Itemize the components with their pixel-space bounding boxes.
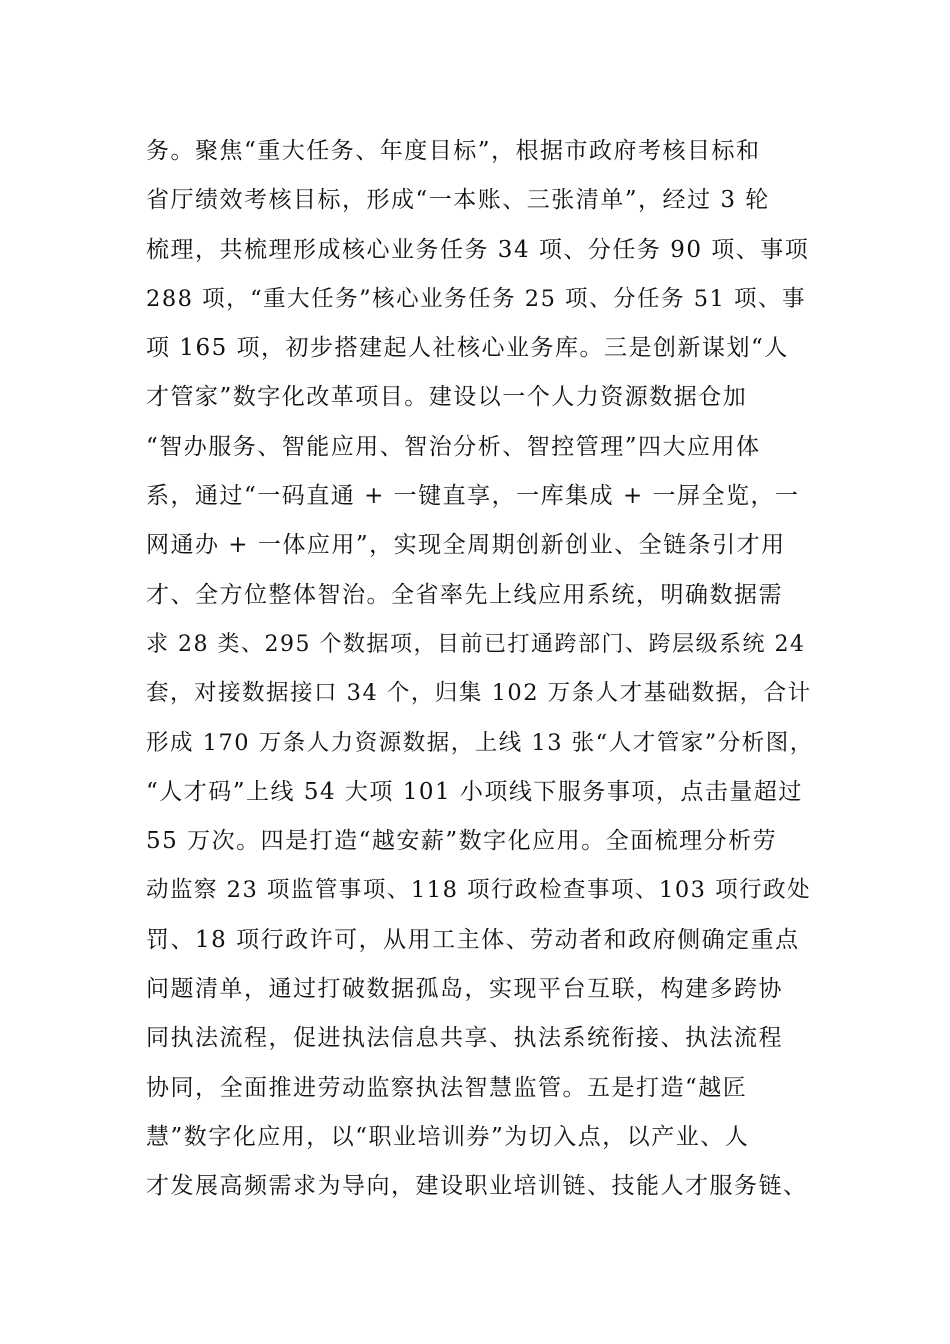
text-line: 慧”数字化应用，以“职业培训券”为切入点，以产业、人 (146, 1123, 750, 1150)
text-line: 网通办 + 一体应用”，实现全周期创新创业、全链条引才用 (146, 532, 786, 559)
text-line: 省厅绩效考核目标，形成“一本账、三张清单”，经过 3 轮 (146, 187, 770, 214)
text-line: 288 项，“重大任务”核心业务任务 25 项、分任务 51 项、事 (146, 285, 806, 312)
text-line: 问题清单，通过打破数据孤岛，实现平台互联，构建多跨协 (146, 976, 783, 1003)
text-line: 协同，全面推进劳动监察执法智慧监管。五是打造“越匠 (146, 1074, 748, 1101)
text-line: 55 万次。四是打造“越安薪”数字化应用。全面梳理分析劳 (146, 828, 778, 855)
document-body-text (146, 127, 816, 1212)
text-line: 才管家”数字化改革项目。建设以一个人力资源数据仓加 (146, 384, 748, 411)
text-line: 罚、18 项行政许可，从用工主体、劳动者和政府侧确定重点 (146, 926, 800, 953)
text-line: 才、全方位整体智治。全省率先上线应用系统，明确数据需 (146, 581, 783, 608)
text-line: “人才码”上线 54 大项 101 小项线下服务事项，点击量超过 (146, 778, 803, 805)
text-line: 套，对接数据接口 34 个，归集 102 万条人才基础数据，合计 (146, 680, 812, 707)
text-line: 形成 170 万条人力资源数据，上线 13 张“人才管家”分析图， (146, 729, 814, 756)
text-line: 才发展高频需求为导向，建设职业培训链、技能人才服务链、 (146, 1173, 808, 1200)
text-line: “智办服务、智能应用、智治分析、智控管理”四大应用体 (146, 433, 761, 460)
text-line: 系，通过“一码直通 + 一键直享，一库集成 + 一屏全览，一 (146, 483, 800, 510)
text-line: 同执法流程，促进执法信息共享、执法系统衔接、执法流程 (146, 1025, 783, 1052)
text-line: 求 28 类、295 个数据项，目前已打通跨部门、跨层级系统 24 (146, 631, 806, 657)
text-line: 梳理，共梳理形成核心业务任务 34 项、分任务 90 项、事项 (146, 236, 810, 263)
text-line: 动监察 23 项监管事项、118 项行政检查事项、103 项行政处 (146, 877, 812, 904)
text-line: 务。聚焦“重大任务、年度目标”，根据市政府考核目标和 (146, 138, 761, 164)
text-line: 项 165 项，初步搭建起人社核心业务库。三是创新谋划“人 (146, 335, 789, 362)
